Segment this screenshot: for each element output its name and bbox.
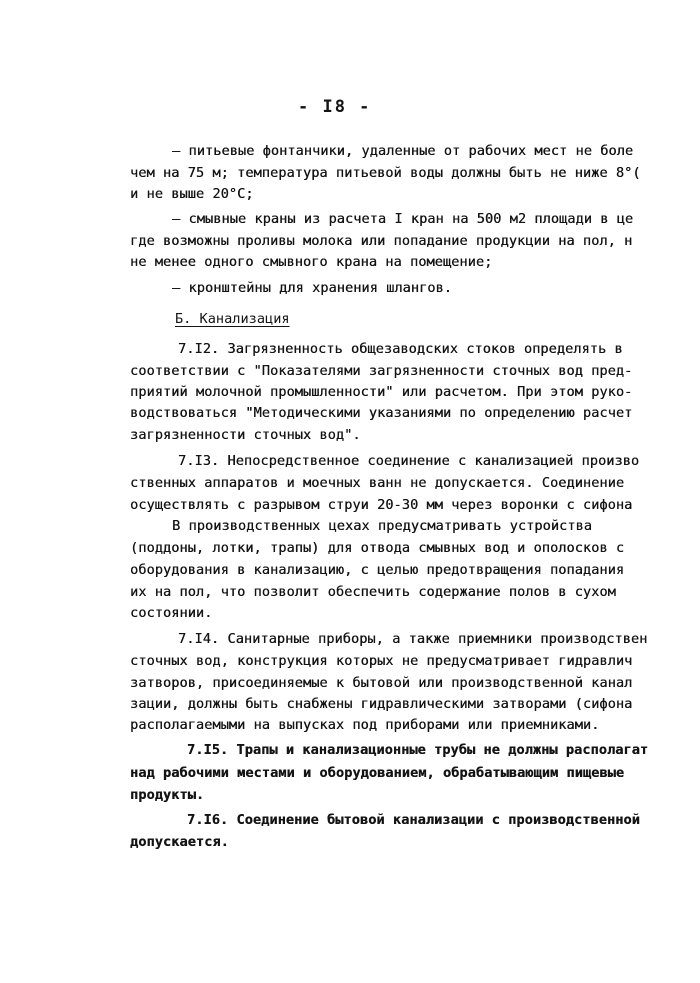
- paragraph-line: ственных аппаратов и моечных ванн не допускается. Соединение: [130, 475, 625, 491]
- paragraph-line: затворов, присоединяемые к бытовой или производственной канал: [130, 675, 633, 691]
- paragraph-line: 7.I3. Непосредственное соединение с канализацией произво: [178, 453, 640, 469]
- paragraph-line: располагаемыми на выпусках под приборами или приемниками.: [130, 717, 600, 733]
- paragraph-line: загрязненности сточных вод".: [130, 427, 361, 443]
- list-item-line: чем на 75 м; температура питьевой воды должны быть не ниже 8°(: [130, 165, 641, 181]
- paragraph-line: приятий молочной промышленности" или расчетом. При этом руко-: [130, 384, 633, 400]
- paragraph-line: 7.I4. Санитарные приборы, а также приемники производствен: [178, 631, 648, 647]
- paragraph-line: их на пол, что позволит обеспечить содержание полов в сухом: [130, 584, 616, 600]
- paragraph-line: допускается.: [130, 834, 229, 850]
- paragraph-line: осуществлять с разрывом струи 20-30 мм через воронки с сифона: [130, 497, 633, 513]
- paragraph-line: (поддоны, лотки, трапы) для отвода смывных вод и ополосков с: [130, 540, 625, 556]
- section-heading: Б. Канализация: [175, 311, 290, 327]
- paragraph-line: сточных вод, конструкция которых не предусматривает гидравлич: [130, 653, 633, 669]
- list-item-line: – смывные краны из расчета I кран на 500 м2 площади в це: [172, 211, 634, 227]
- paragraph-line: водствоваться "Методическими указаниями по определению расчет: [130, 405, 633, 421]
- paragraph-line: продукты.: [130, 787, 205, 803]
- page-number: - I8 -: [298, 97, 372, 117]
- list-item-line: где возможны проливы молока или попадание продукции на пол, н: [130, 233, 633, 249]
- paragraph-line: В производственных цехах предусматривать устройства: [172, 518, 592, 534]
- paragraph-line: зации, должны быть снабжены гидравлическими затворами (сифона: [130, 696, 633, 712]
- paragraph-line: 7.I2. Загрязненность общезаводских стоков определять в: [178, 341, 623, 357]
- list-item-line: и не выше 20°С;: [130, 186, 254, 202]
- list-item-line: не менее одного смывного крана на помещение;: [130, 254, 493, 270]
- paragraph-line: соответствии с "Показателями загрязненности сточных вод пред-: [130, 363, 633, 379]
- paragraph-line: состоянии.: [130, 605, 213, 621]
- paragraph-line: над рабочими местами и оборудованием, обрабатывающим пищевые: [130, 765, 625, 781]
- paragraph-line: оборудования в канализацию, с целью предотвращения попадания: [130, 562, 625, 578]
- list-item-line: – кронштейны для хранения шлангов.: [172, 280, 452, 296]
- paragraph-line: 7.I5. Трапы и канализационные трубы не должны располагат: [187, 742, 649, 758]
- list-item-line: – питьевые фонтанчики, удаленные от рабочих мест не боле: [172, 143, 634, 159]
- paragraph-line: 7.I6. Соединение бытовой канализации с производственной: [187, 812, 640, 828]
